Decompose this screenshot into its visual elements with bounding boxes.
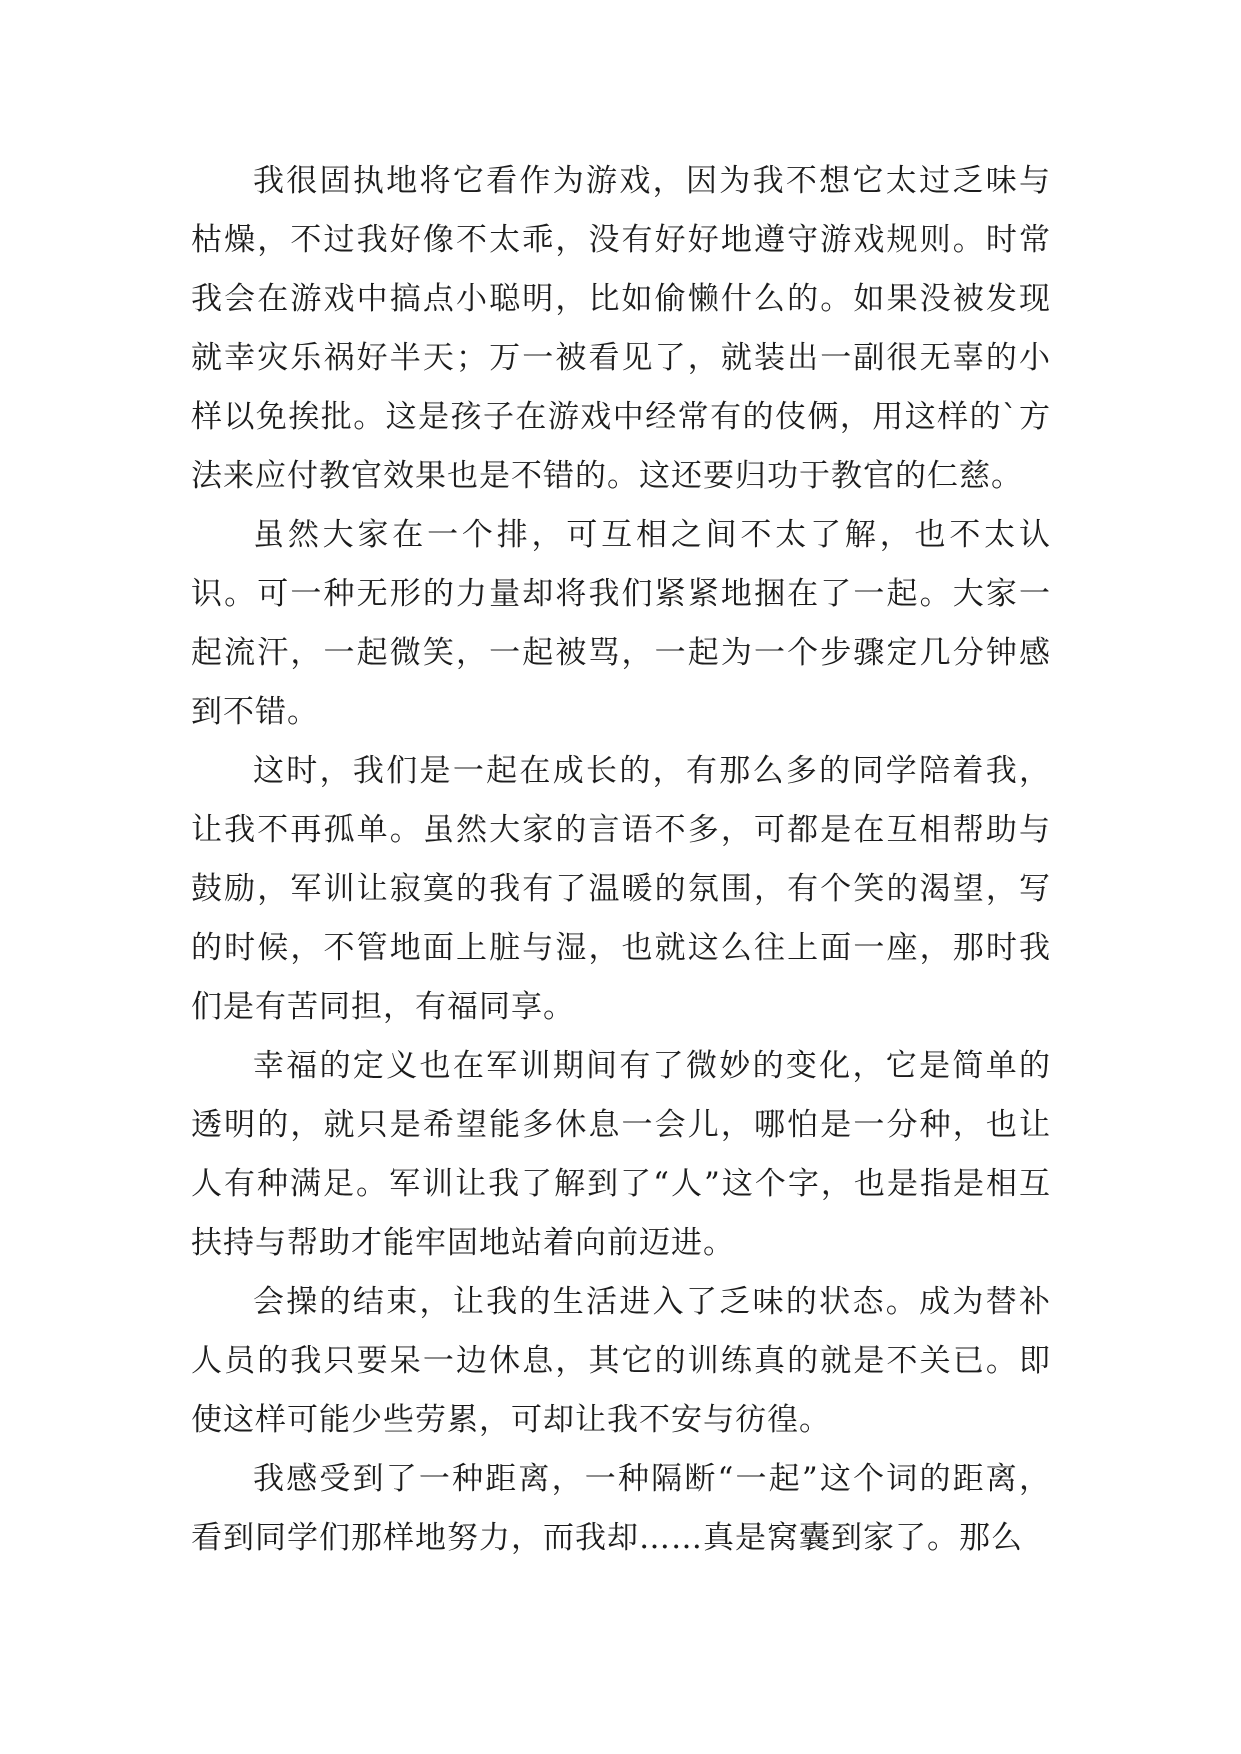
paragraph-1: 我很固执地将它看作为游戏，因为我不想它太过乏味与枯燥，不过我好像不太乖，没有好好地遵守游戏规则。时常我会在游戏中搞点小聪明，比如偷懒什么的。如果没被发现就幸灾乐祸好半天；万一被看见了，就装出一副很无辜的小样以免挨批。这是孩子在游戏中经常有的伎俩，用这样的`方法来应付教官效果也是不错的。这还要归功于教官的仁慈。 <box>191 163 1051 494</box>
paragraph-5: 会操的结束，让我的生活进入了乏味的状态。成为替补人员的我只要呆一边休息，其它的训练真的就是不关已。即使这样可能少些劳累，可却让我不安与彷徨。 <box>191 1284 1051 1438</box>
document-body <box>191 152 1051 1568</box>
paragraph-2: 虽然大家在一个排，可互相之间不太了解，也不太认识。可一种无形的力量却将我们紧紧地捆在了一起。大家一起流汗，一起微笑，一起被骂，一起为一个步骤定几分钟感到不错。 <box>191 517 1051 730</box>
paragraph-3: 这时，我们是一起在成长的，有那么多的同学陪着我，让我不再孤单。虽然大家的言语不多，可都是在互相帮助与鼓励，军训让寂寞的我有了温暖的氛围，有个笑的渴望，写的时候，不管地面上脏与湿，也就这么往上面一座，那时我们是有苦同担，有福同享。 <box>191 753 1051 1025</box>
paragraph-4: 幸福的定义也在军训期间有了微妙的变化，它是简单的透明的，就只是希望能多休息一会儿，哪怕是一分种，也让人有种满足。军训让我了解到了“人”这个字，也是指是相互扶持与帮助才能牢固地站着向前迈进。 <box>191 1048 1051 1261</box>
paragraph-6: 我感受到了一种距离，一种隔断“一起”这个词的距离，看到同学们那样地努力，而我却……真是窝囊到家了。那么 <box>191 1461 1051 1556</box>
